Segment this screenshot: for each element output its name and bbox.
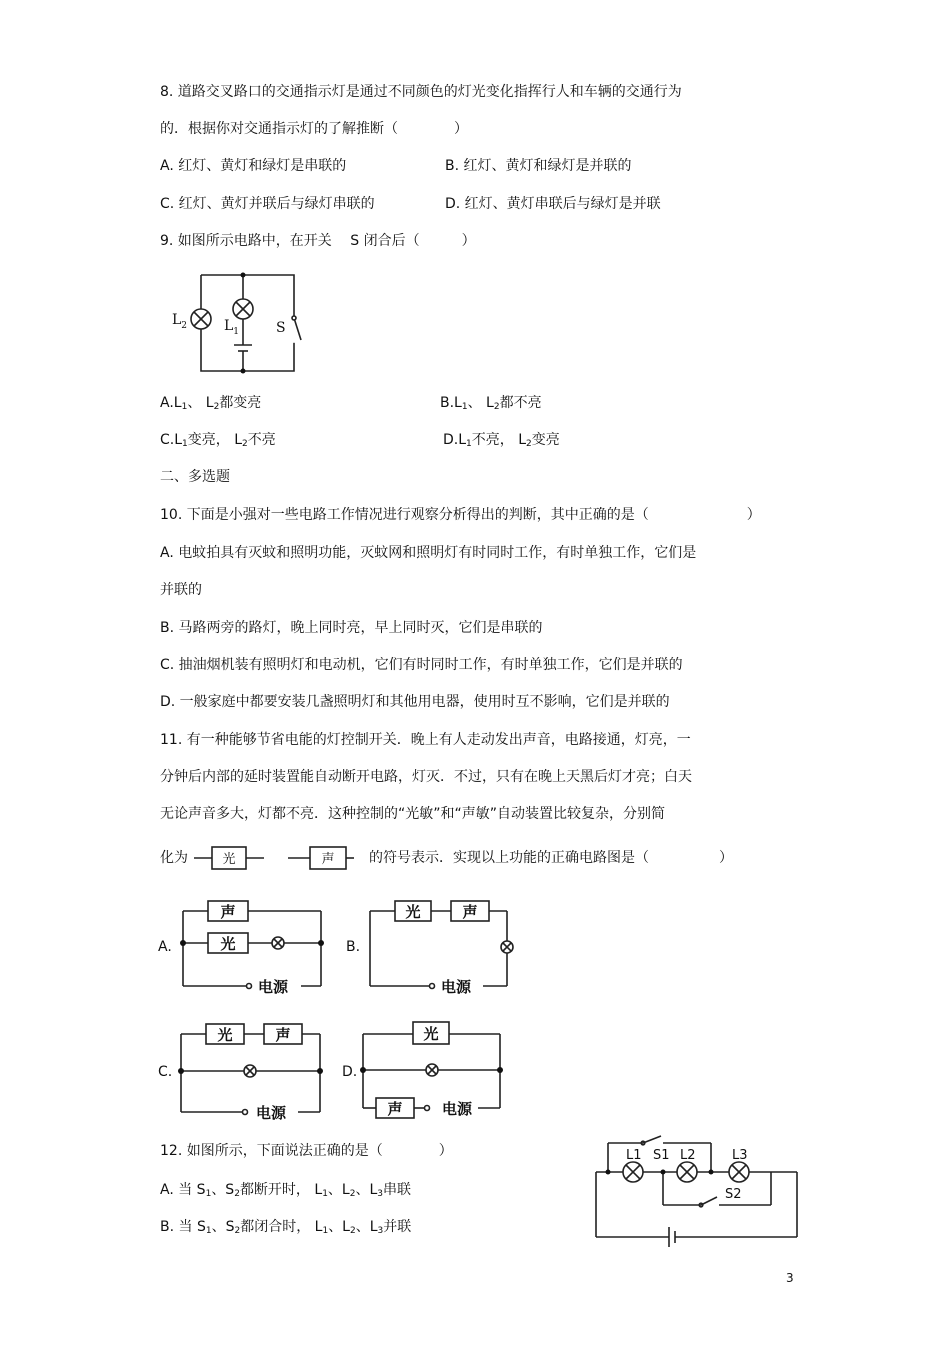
q11-circuit-d xyxy=(358,1016,508,1116)
q8-stem-line1: 8. 道路交叉路口的交通指示灯是通过不同颜色的灯光变化指挥行人和车辆的交通行为 xyxy=(160,84,682,100)
svg-text:电源: 电源 xyxy=(258,978,289,996)
svg-text:声: 声 xyxy=(275,1026,291,1044)
svg-text:声: 声 xyxy=(462,903,478,921)
q9-l2-label: $L_2$ xyxy=(172,312,188,331)
svg-text:电源: 电源 xyxy=(441,978,472,996)
q10-option-c: C. 抽油烟机装有照明灯和电动机，它们有时同时工作，有时单独工作，它们是并联的 xyxy=(160,657,683,673)
q11-symbol-sound-sensor xyxy=(288,845,354,871)
q11-stem-line3: 无论声音多大，灯都不亮．这种控制的“光敏”和“声敏”自动装置比较复杂，分别简 xyxy=(160,806,666,822)
q11-option-a-label: A. xyxy=(158,939,172,955)
svg-text:光: 光 xyxy=(405,903,421,921)
q8-option-d: D. 红灯、黄灯串联后与绿灯是并联 xyxy=(445,196,661,212)
q11-option-c-label: C. xyxy=(158,1064,173,1080)
svg-text:L3: L3 xyxy=(732,1148,748,1163)
svg-text:光: 光 xyxy=(222,852,236,867)
q11-circuit-b xyxy=(365,895,515,995)
svg-text:声: 声 xyxy=(220,903,236,921)
svg-text:L1: L1 xyxy=(626,1148,642,1163)
q11-stem-line1: 11. 有一种能够节省电能的灯控制开关．晚上有人走动发出声音，电路接通，灯亮，一 xyxy=(160,732,691,748)
q9-l1-label: $L_1$ xyxy=(224,318,240,337)
q11-circuit-c xyxy=(178,1020,328,1120)
q11-option-b-label: B. xyxy=(346,939,361,955)
svg-text:光: 光 xyxy=(423,1025,439,1043)
q8-option-b: B. 红灯、黄灯和绿灯是并联的 xyxy=(445,158,632,174)
q12-stem: 12. 如图所示，下面说法正确的是（ ） xyxy=(160,1143,453,1159)
q10-option-a-line2: 并联的 xyxy=(160,582,202,598)
q10-stem: 10. 下面是小强对一些电路工作情况进行观察分析得出的判断，其中正确的是（ ） xyxy=(160,507,761,523)
q11-stem-line4-prefix: 化为 xyxy=(160,850,188,866)
q9-option-b: $B.L_1$、 $L_2$都不亮 xyxy=(440,395,542,412)
q8-option-c: C. 红灯、黄灯并联后与绿灯串联的 xyxy=(160,196,375,212)
q12-option-a: A. 当 $S_1$、$S_2$都断开时， $L_1$、$L_2$、$L_3$串联 xyxy=(160,1182,412,1199)
q11-stem-line4-suffix: 的符号表示．实现以上功能的正确电路图是（ ） xyxy=(369,850,733,866)
svg-text:声: 声 xyxy=(321,852,335,867)
page-number: 3 xyxy=(786,1271,794,1285)
svg-text:S2: S2 xyxy=(725,1187,742,1202)
svg-text:声: 声 xyxy=(387,1100,403,1118)
q9-circuit-diagram xyxy=(168,268,328,378)
q10-option-d: D. 一般家庭中都要安装几盏照明灯和其他用电器，使用时互不影响，它们是并联的 xyxy=(160,694,670,710)
svg-text:电源: 电源 xyxy=(256,1104,287,1122)
q9-switch-label: S xyxy=(276,320,286,336)
q11-symbol-light-sensor xyxy=(194,845,264,871)
svg-text:光: 光 xyxy=(220,935,236,953)
section-heading-multiple-choice: 二、多选题 xyxy=(160,469,230,485)
q10-option-b: B. 马路两旁的路灯，晚上同时亮，早上同时灭，它们是串联的 xyxy=(160,620,543,636)
q12-option-b: B. 当 $S_1$、$S_2$都闭合时， $L_1$、$L_2$、$L_3$并联 xyxy=(160,1219,412,1236)
q9-option-a: $A.L_1$、 $L_2$都变亮 xyxy=(160,395,262,412)
svg-text:电源: 电源 xyxy=(442,1100,473,1118)
svg-text:S1: S1 xyxy=(653,1148,670,1163)
svg-text:光: 光 xyxy=(217,1026,233,1044)
q10-option-a-line1: A. 电蚊拍具有灭蚊和照明功能，灭蚊网和照明灯有时同时工作，有时单独工作，它们是 xyxy=(160,545,697,561)
q11-stem-line2: 分钟后内部的延时装置能自动断开电路，灯灭．不过，只有在晚上天黑后灯才亮；白天 xyxy=(160,769,692,785)
q9-option-c: $C.L_1$变亮， $L_2$不亮 xyxy=(160,432,276,449)
q12-circuit-diagram xyxy=(593,1135,803,1245)
q9-stem: 9. 如图所示电路中，在开关 S 闭合后（ ） xyxy=(160,233,476,249)
svg-text:L2: L2 xyxy=(680,1148,696,1163)
q8-stem-line2: 的．根据你对交通指示灯的了解推断（ ） xyxy=(160,121,468,137)
q11-circuit-a xyxy=(178,895,328,995)
q11-option-d-label: D. xyxy=(342,1064,358,1080)
q8-option-a: A. 红灯、黄灯和绿灯是串联的 xyxy=(160,158,347,174)
q9-option-d: $D.L_1$不亮， $L_2$变亮 xyxy=(443,432,560,449)
